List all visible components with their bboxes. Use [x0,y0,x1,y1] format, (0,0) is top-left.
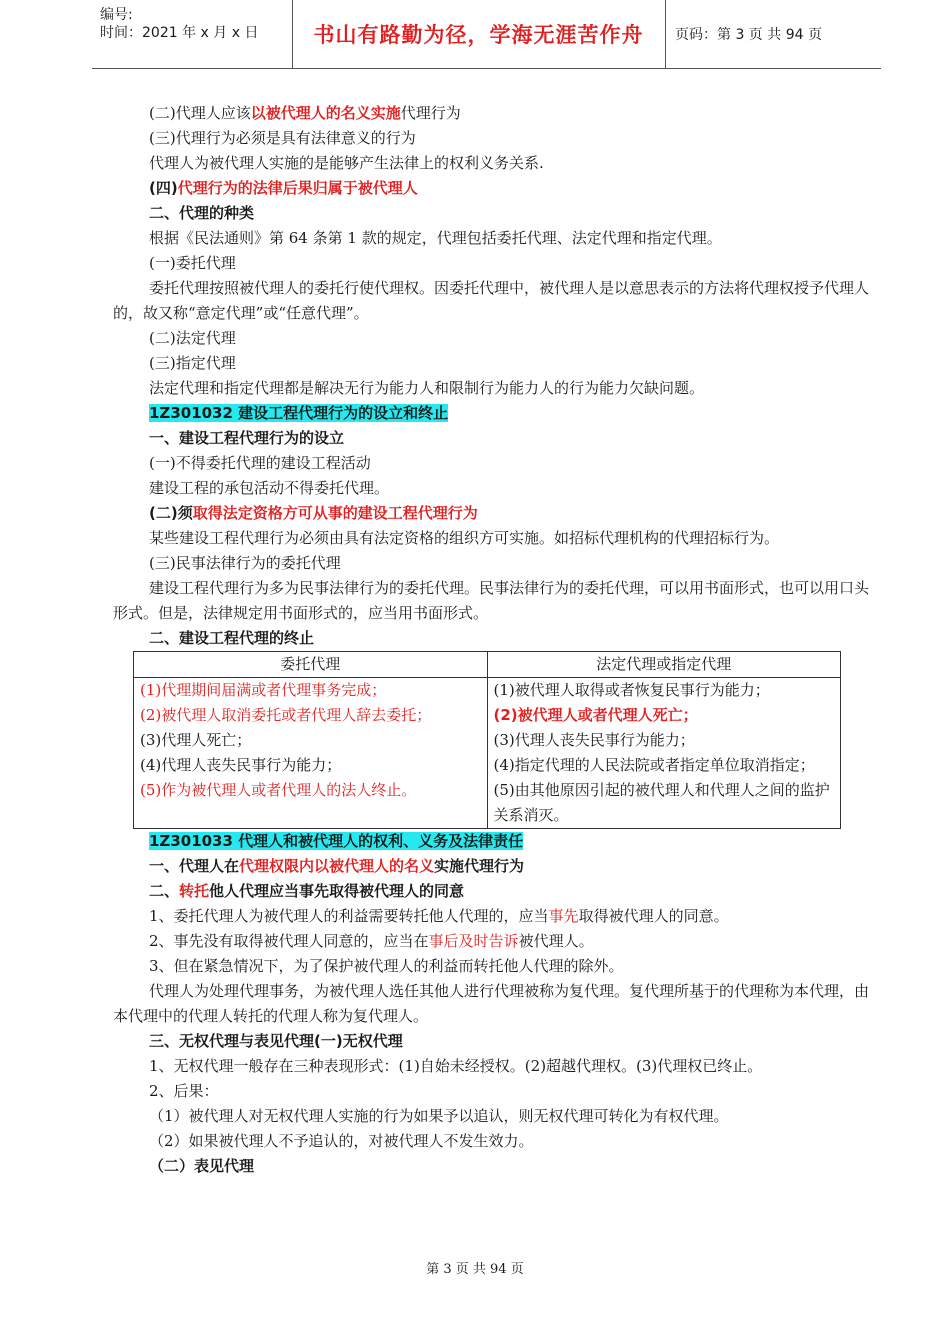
list-item: (3)代理人死亡； [140,731,252,749]
paragraph: 1、无权代理一般存在三种表现形式：(1)自始未经授权。(2)超越代理权。(3)代理权已终止。 [149,1057,763,1075]
text: 一、代理人在 [149,857,240,875]
list-item: (2)被代理人取消委托或者代理人辞去委托； [140,706,432,724]
header-motto: 书山有路勤为径，学海无涯苦作舟 [292,0,666,68]
highlighted-heading: 1Z301032 建设工程代理行为的设立和终止 [149,404,449,422]
highlight-text: 事后及时告诉 [428,932,519,950]
document-body [113,101,873,1179]
time-label: 时间：2021 年 x 月 x 日 [100,25,259,41]
text: 代理行为 [400,104,461,122]
highlight-text: 以被代理人的名义实施 [250,104,401,122]
page-header [92,0,881,69]
list-item: (1)代理期间届满或者代理事务完成； [140,681,387,699]
paragraph: 法定代理和指定代理都是解决无行为能力人和限制行为能力人的行为能力欠缺问题。 [149,379,705,397]
paragraph: (一)不得委托代理的建设工程活动 [149,454,371,472]
paragraph [113,101,873,126]
paragraph: (三)指定代理 [149,354,236,372]
table-header: 法定代理或指定代理 [487,652,841,678]
list-item: (2)被代理人或者代理人死亡； [493,706,698,724]
section-heading: 二、建设工程代理的终止 [149,629,315,647]
termination-table [133,651,841,829]
list-item: (4)指定代理的人民法院或者指定单位取消指定； [493,756,815,774]
section-heading: （二）表见代理 [149,1157,255,1175]
paragraph: (一)委托代理 [149,254,236,272]
section-code-heading [113,401,873,426]
text: 取得被代理人的同意。 [578,907,729,925]
list-item: (3)代理人丧失民事行为能力； [493,731,695,749]
header-meta [92,0,293,68]
paragraph: 根据《民法通则》第 64 条第 1 款的规定，代理包括委托代理、法定代理和指定代理。 [149,229,722,247]
section-heading [113,854,873,879]
paragraph: 委托代理按照被代理人的委托行使代理权。因委托代理中，被代理人是以意思表示的方法将代理权授予代理人的，故又称“意定代理”或“任意代理”。 [113,279,870,322]
page-footer: 第 3 页 共 94 页 [426,1262,524,1277]
highlight-text: 事先 [548,907,579,925]
paragraph: 2、后果： [149,1082,219,1100]
table-header: 委托代理 [134,652,488,678]
paragraph: （1）被代理人对无权代理人实施的行为如果予以追认，则无权代理可转化为有权代理。 [149,1107,729,1125]
text: 2、事先没有取得被代理人同意的，应当在 [149,932,429,950]
paragraph [113,929,873,954]
paragraph [113,176,873,201]
paragraph: (三)代理行为必须是具有法律意义的行为 [149,129,416,147]
list-item: (5)由其他原因引起的被代理人和代理人之间的监护关系消灭。 [493,781,830,824]
paragraph: 代理人为处理代理事务，为被代理人选任其他人进行代理被称为复代理。复代理所基于的代理称为本代理，由本代理中的代理人转托的代理人称为复代理人。 [113,982,870,1025]
text: (二)须 [149,504,193,522]
text: 被代理人。 [518,932,594,950]
text: (二)代理人应该 [149,104,251,122]
list-item: (1)被代理人取得或者恢复民事行为能力； [493,681,770,699]
paragraph: 3、但在紧急情况下，为了保护被代理人的利益而转托他人代理的除外。 [149,957,624,975]
number-label: 编号: [100,7,133,23]
paragraph: 代理人为被代理人实施的是能够产生法律上的权利义务关系. [149,154,544,172]
text: 二、 [149,882,180,900]
highlight-text: 转托 [179,882,210,900]
table-cell [487,678,841,829]
text: 他人代理应当事先取得被代理人的同意 [209,882,465,900]
highlighted-heading: 1Z301033 代理人和被代理人的权利、义务及法律责任 [149,832,524,850]
paragraph [113,904,873,929]
paragraph: (二)法定代理 [149,329,236,347]
highlight-text: 取得法定资格方可从事的建设工程代理行为 [192,504,478,522]
text: 实施代理行为 [434,857,525,875]
section-heading [113,879,873,904]
table-cell [134,678,488,829]
highlight-text: 代理行为的法律后果归属于被代理人 [177,179,418,197]
header-page-label: 页码：第 3 页 共 94 页 [675,27,822,43]
section-code-heading [113,829,873,854]
paragraph: 建设工程代理行为多为民事法律行为的委托代理。民事法律行为的委托代理，可以用书面形式，也可以用口头形式。但是，法律规定用书面形式的，应当用书面形式。 [113,579,870,622]
section-heading: 二、代理的种类 [149,204,255,222]
section-heading: 一、建设工程代理行为的设立 [149,429,345,447]
paragraph: 建设工程的承包活动不得委托代理。 [149,479,390,497]
paragraph: （2）如果被代理人不予追认的，对被代理人不发生效力。 [149,1132,534,1150]
list-item: (5)作为被代理人或者代理人的法人终止。 [140,781,417,799]
section-heading: 三、无权代理与表见代理(一)无权代理 [149,1032,403,1050]
list-item: (4)代理人丧失民事行为能力； [140,756,342,774]
text: 1、委托代理人为被代理人的利益需要转托他人代理的，应当 [149,907,549,925]
paragraph [113,501,873,526]
text: (四) [149,179,178,197]
highlight-text: 代理权限内以被代理人的名义 [239,857,435,875]
paragraph: 某些建设工程代理行为必须由具有法定资格的组织方可实施。如招标代理机构的代理招标行为。 [149,529,780,547]
paragraph: (三)民事法律行为的委托代理 [149,554,341,572]
